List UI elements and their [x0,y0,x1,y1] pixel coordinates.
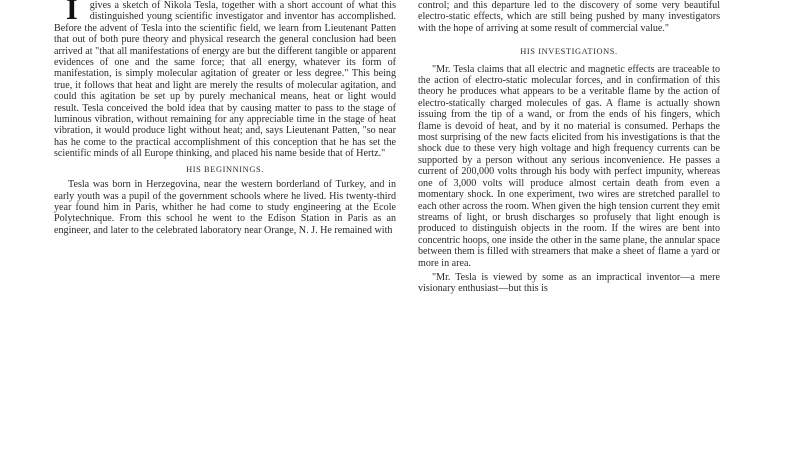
investigations-paragraph: "Mr. Tesla claims that all electric and magnetic effects are traceable to the action of electro-static molecular forces, and in confirmation of this theory he produces what appears to be a veritable flame by the action of electro-statically charged molecules of gas. A flame is actually shown issuing from the tip of a wand, or from the ends of his fingers, which flame is devoid of heat, and by it no material is consumed. Perhaps the most surprising of the new facts elicited from his investigations is that the shock due to these very high voltage and high frequency currents can be supported by a person without any serious inconvenience. He passes a current of 200,000 volts through his body with perfect impunity, whereas one of 3,000 volts will produce almost certain death from even a momentary shock. In one experiment, two wires are stretched parallel to each other across the room. When given the high tension current they emit streams of light, or brush discharges so profusely that light enough is produced to distinguish objects in the room. If the wires are bent into concentric hoops, one inside the other in the same plane, the annular space between them is filled with streamers that make a sheet of flame a yard or more in area. [418,63,720,269]
section-heading-investigations: HIS INVESTIGATIONS. [520,47,618,57]
right-column [418,0,720,295]
drop-cap: I [66,0,78,26]
paragraph-text: gives a sketch of Nikola Tesla, together with a short account of what this distinguished young scientific investigator and inventor has accomplished. Before the advent of Tesla into the scientific field, we learn from Lieutenant Patten that out of both pure theory and physical research the general conclusion had been arrived at "that all manifestations of energy are but the different tangible or apparent evidences of one and the same force; that all energy, whatever its form of manifestation, is simply molecular agitation of greater or less degree." This being true, it follows that heat and light are merely the results of molecular agitation, and could this agitation be set up by purely mechanical means, heat or light would result. Tesla conceived the bold idea that by causing matter to pass to the stage of luminous vibration, without remaining for any appreciable time in the stage of heat vibration, it would produce light without heat; and, says Lieutenant Patten, "so near has he come to the practical accomplishment of this conception that he has set the scientific minds of all Europe thinking, and placed his name beside that of Hertz." [54,0,396,160]
left-column [54,0,396,236]
closing-paragraph: "Mr. Tesla is viewed by some as an impractical inventor—a mere visionary enthusiast—but this is [418,271,720,295]
section-heading-beginnings: HIS BEGINNINGS. [186,164,264,174]
article-opening-paragraph [54,0,396,160]
continued-paragraph: control; and this departure led to the discovery of some very beautiful electro-static effects, which are still being pushed by many investigators with the hope of arriving at some result of commercial value." [418,0,720,34]
beginnings-paragraph: Tesla was born in Herzegovina, near the western borderland of Turkey, and in early youth was a pupil of the government schools where he lived. His twenty-third year found him in Paris, whither he had come to study engineering at the Ecole Polytechnique. From this school he went to the Edison Station in Paris as an engineer, and later to the celebrated laboratory near Orange, N. J. He remained with [54,179,396,236]
